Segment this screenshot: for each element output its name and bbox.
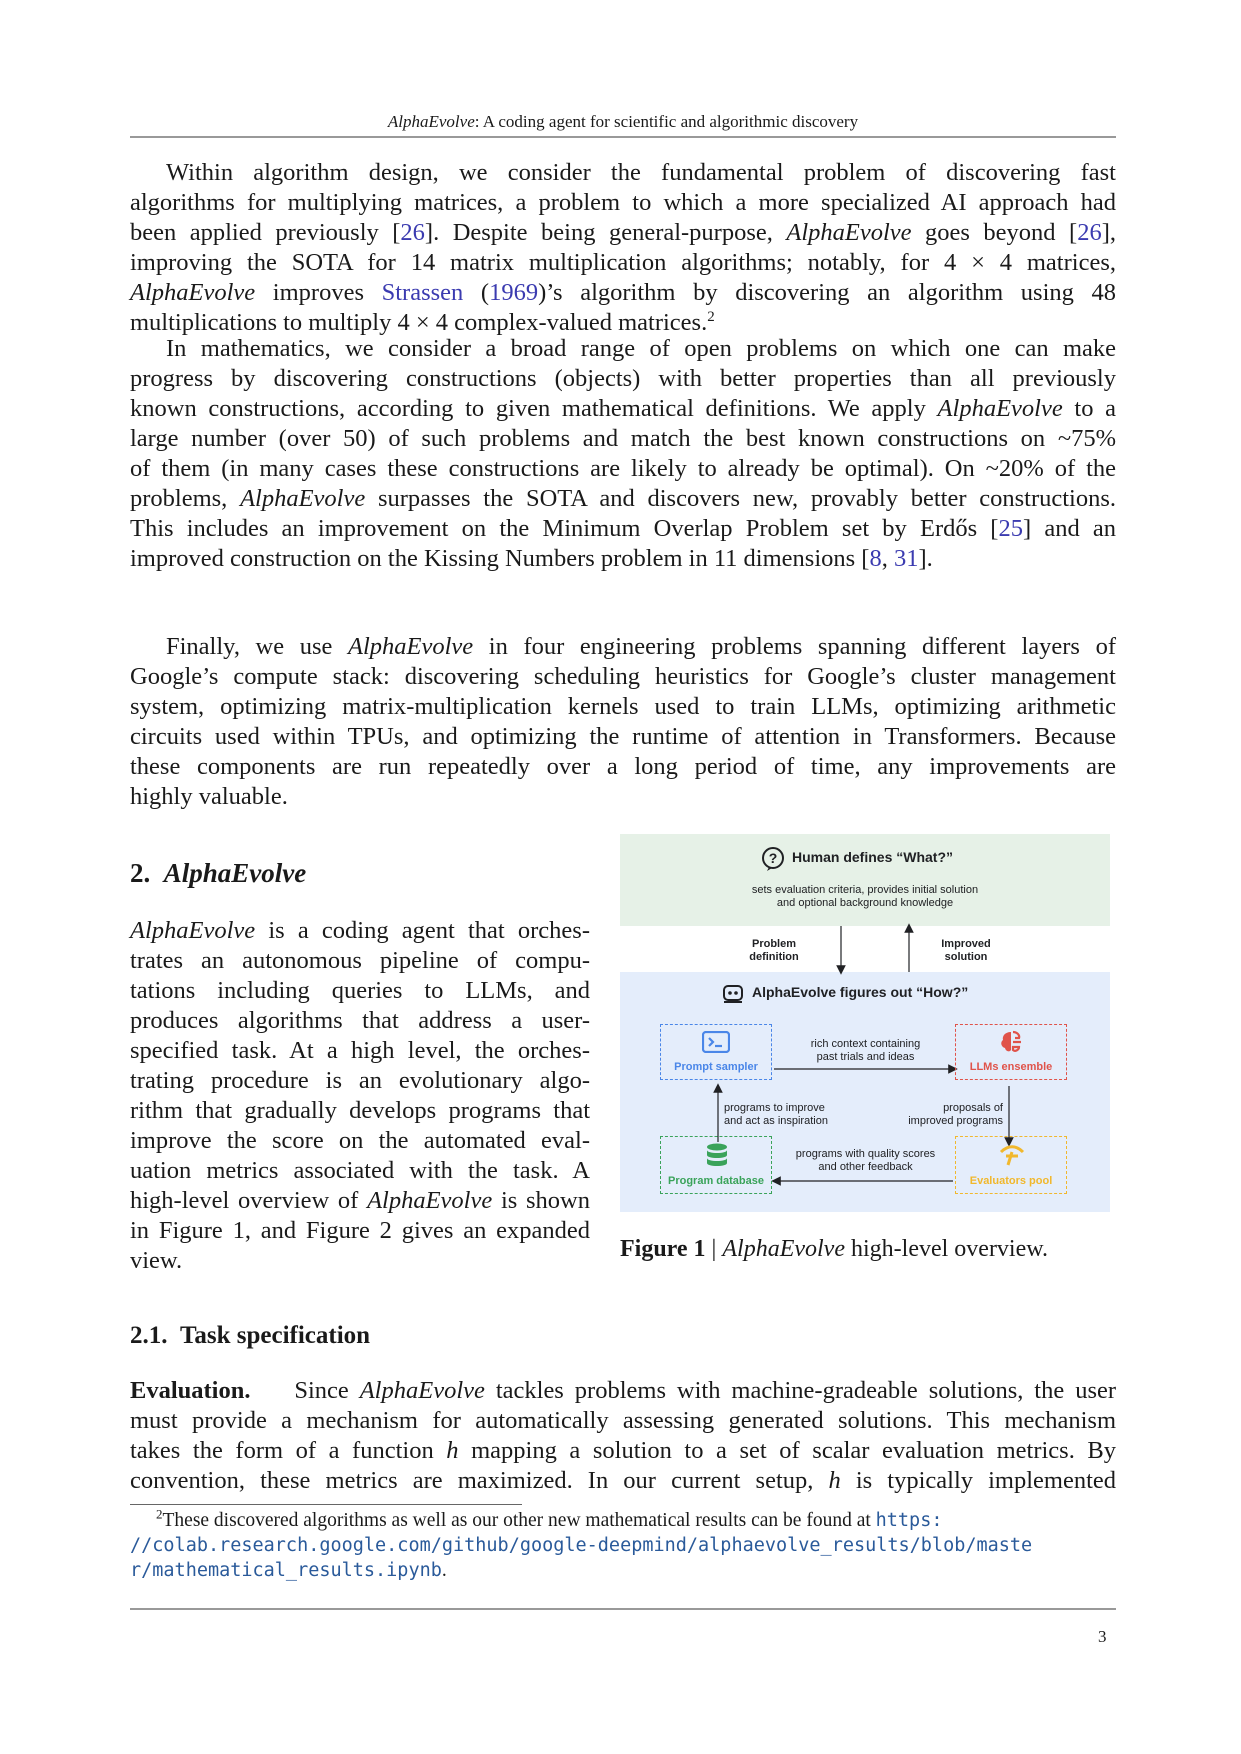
- citation-link[interactable]: 8: [869, 545, 882, 572]
- edge-label-scores: programs with quality scores and other feedback: [795, 1148, 936, 1173]
- footnote-marker[interactable]: 2: [707, 308, 715, 325]
- subsection-heading: 2.1. Task specification: [130, 1322, 371, 1349]
- llms-ensemble-node: LLMs ensemble: [955, 1024, 1067, 1080]
- human-title: Human defines “What?”: [792, 849, 954, 865]
- citation-link[interactable]: 26: [1077, 219, 1102, 246]
- citation-link[interactable]: 31: [893, 545, 919, 572]
- citation-link[interactable]: 25: [998, 515, 1023, 542]
- evaluator-icon: [998, 1143, 1026, 1167]
- citation-link[interactable]: 1969: [489, 279, 539, 306]
- agent-title: AlphaEvolve figures out “How?”: [752, 984, 969, 1000]
- edge-label-proposals: proposals of improved programs: [908, 1102, 1003, 1127]
- brain-icon: [999, 1030, 1025, 1054]
- footnote-url[interactable]: https:: [875, 1510, 943, 1531]
- page-number: 3: [1098, 1627, 1107, 1646]
- running-header: AlphaEvolve: A coding agent for scientific and algorithmic discovery: [387, 112, 859, 131]
- footnote-url[interactable]: r/mathematical_results.ipynb: [130, 1560, 442, 1581]
- svg-text:?: ?: [768, 850, 778, 866]
- figure-overview-diagram: [620, 834, 1110, 1212]
- figure-caption: Figure 1 | AlphaEvolve high-level overview.: [620, 1236, 1049, 1262]
- edge-label-inspiration: programs to improve and act as inspiration: [724, 1102, 828, 1127]
- edge-label-context: rich context containing past trials and ideas: [810, 1038, 921, 1063]
- problem-definition-label: Problem definition: [749, 938, 799, 963]
- improved-solution-label: Improved solution: [941, 938, 991, 963]
- prompt-sampler-node: Prompt sampler: [660, 1024, 772, 1080]
- footnote: $^2$These discovered algorithms as well as our other new mathematical results can be found at https: //colab.research.google.com/github/google-deepmind/alphaevolve_results/blob/maste r/mathematical_results.ipynb.: [130, 1506, 1033, 1581]
- citation-link[interactable]: 26: [400, 219, 425, 246]
- section-heading: 2. AlphaEvolve: [130, 858, 307, 888]
- footnote-url[interactable]: //colab.research.google.com/github/google-deepmind/alphaevolve_results/blob/maste: [130, 1535, 1033, 1556]
- citation-link[interactable]: Strassen: [381, 279, 464, 306]
- intro-paragraph-algorithms: Within algorithm design, we consider the fundamental problem of discovering fast algorithms for multiplying matrices, a problem to which a more specialized AI approach had been applied previously [26]. Despite being general-purpose, AlphaEvolve goes beyond [26], improving the SOTA for 14 matrix multiplication algorithms; notably, for 4 × 4 matrices, AlphaEvolve improves Strassen (1969)’s algorithm by discovering an algorithm using 48 multiplications to multiply 4 × 4 complex-valued matrices.$^2$: [130, 159, 1116, 336]
- evaluation-paragraph: Evaluation. Since AlphaEvolve tackles problems with machine-gradeable solutions, the user must provide a mechanism for automatically assessing generated solutions. This mechanism takes the form of a function h mapping a solution to a set of scalar evaluation metrics. By convention, these metrics are maximized. In our current setup, h is typically implemented: [130, 1377, 1117, 1494]
- footnote-rule: [130, 1504, 522, 1505]
- intro-paragraph-engineering: Finally, we use AlphaEvolve in four engineering problems spanning different layers of Google’s compute stack: discovering scheduling heuristics for Google’s cluster management system, optimizing matrix-multiplication kernels used to train LLMs, optimizing arithmetic circuits used within TPUs, and optimizing the runtime of attention in Transformers. Because these components are run repeatedly over a long period of time, any improvements are highly valuable.: [130, 633, 1116, 810]
- terminal-icon: [702, 1031, 730, 1053]
- database-icon: [704, 1142, 730, 1168]
- section-paragraph: AlphaEvolve is a coding agent that orches- trates an autonomous pipeline of compu- tations including queries to LLMs, and produces algorithms that address a user- specified task. At a high level, the orches- trating procedure is an evolutionary algo- rithm that gradually develops programs that improve the score on the automated eval- uation metrics associated with the task. A high-level overview of AlphaEvolve is shown in Figure 1, and Figure 2 gives an expanded view.: [130, 917, 590, 1274]
- footer-rule: [130, 1608, 1116, 1610]
- evaluators-pool-node: Evaluators pool: [955, 1136, 1067, 1194]
- program-database-node: Program database: [660, 1136, 772, 1194]
- header-rule: [130, 136, 1116, 138]
- robot-icon: [722, 982, 744, 1004]
- human-subtitle: sets evaluation criteria, provides initial solution and optional background knowledge: [751, 884, 979, 909]
- intro-paragraph-mathematics: In mathematics, we consider a broad range of open problems on which one can make progress by discovering constructions (objects) with better properties than all previously known constructions, according to given mathematical definitions. We apply AlphaEvolve to a large number (over 50) of such problems and match the best known constructions on ~75% of them (in many cases these constructions are likely to already be optimal). On ~20% of the problems, AlphaEvolve surpasses the SOTA and discovers new, provably better constructions. This includes an improvement on the Minimum Overlap Problem set by Erdős [25] and an improved construction on the Kissing Numbers problem in 11 dimensions [8, 31].: [130, 335, 1117, 572]
